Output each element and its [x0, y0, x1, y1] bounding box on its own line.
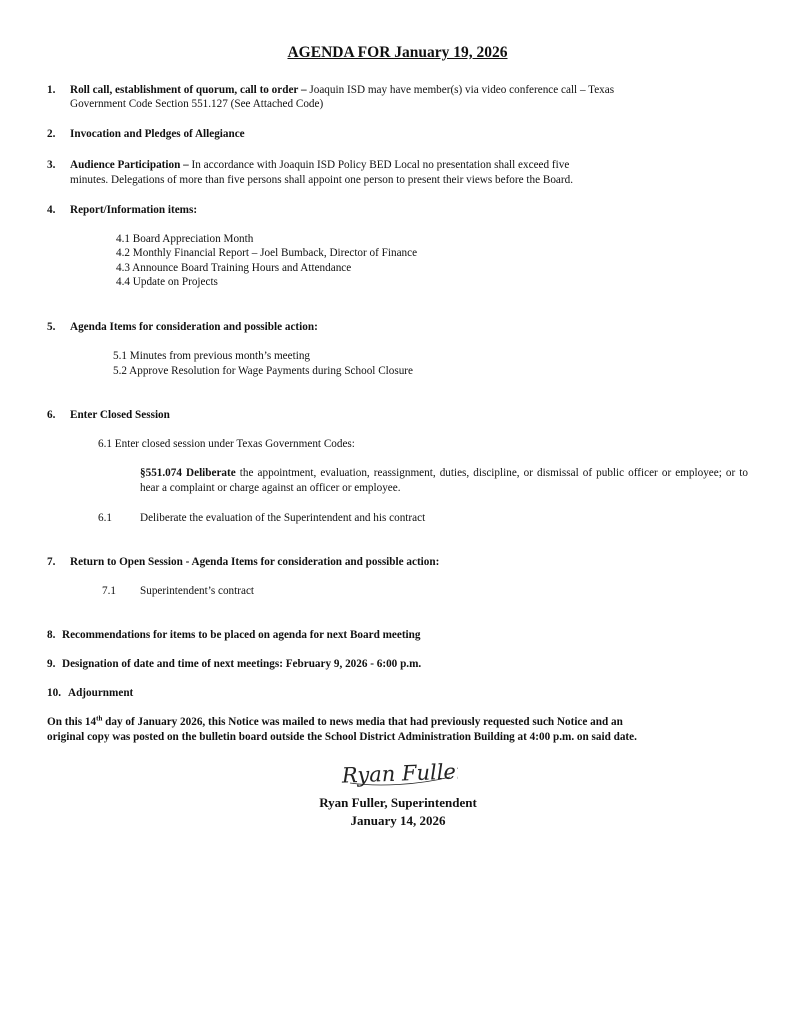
sub-item: Superintendent’s contract: [140, 585, 255, 597]
handwritten-signature: [338, 757, 458, 793]
item-text-line: Government Code Section 551.127 (See Attached Code): [70, 98, 324, 110]
item-text: Joaquin ISD may have member(s) via video conference call – Texas: [306, 84, 615, 96]
item-number: 5.: [47, 321, 56, 333]
signature-image: [338, 757, 458, 798]
item-number: 10.: [47, 687, 61, 699]
signatory-name: Ryan Fuller, Superintendent: [319, 795, 477, 810]
item-number: 1.: [47, 84, 56, 96]
agenda-title: AGENDA FOR January 19, 2026: [287, 44, 508, 61]
sub-item: 6.1 Enter closed session under Texas Government Codes:: [98, 438, 355, 450]
sub-item: 5.1 Minutes from previous month’s meeting: [113, 350, 311, 362]
agenda-item-1: [70, 83, 614, 98]
sub-item: 4.3 Announce Board Training Hours and Attendance: [116, 262, 352, 274]
item-text-line: minutes. Delegations of more than five persons shall appoint one person to present their views before the Board.: [70, 174, 573, 186]
item-number: 7.: [47, 556, 56, 568]
agenda-item-9: Designation of date and time of next meetings: February 9, 2026 - 6:00 p.m.: [62, 658, 422, 670]
agenda-item-10: Adjournment: [68, 687, 134, 699]
agenda-item-6: Enter Closed Session: [70, 409, 170, 421]
item-number: 9.: [47, 658, 56, 670]
sub-item-number: 6.1: [98, 512, 112, 524]
sub-item: 5.2 Approve Resolution for Wage Payments during School Closure: [113, 365, 413, 377]
signature-script: Ryan Fuller: [341, 759, 458, 788]
statute-paragraph: [140, 466, 748, 495]
notice-line-1: On this 14th day of January 2026, this Notice was mailed to news media that had previously requested such Notice and an: [47, 714, 623, 728]
signature-date: January 14, 2026: [350, 813, 446, 828]
agenda-item-2: Invocation and Pledges of Allegiance: [70, 128, 245, 140]
sub-item: 4.2 Monthly Financial Report – Joel Bumback, Director of Finance: [116, 247, 418, 259]
sub-item-number: 7.1: [102, 585, 116, 597]
item-number: 3.: [47, 159, 56, 171]
sub-item: 4.4 Update on Projects: [116, 276, 218, 288]
item-heading: Roll call, establishment of quorum, call to order –: [70, 84, 307, 96]
sub-item: Deliberate the evaluation of the Superintendent and his contract: [140, 512, 426, 524]
statute-reference: §551.074 Deliberate: [140, 467, 236, 479]
agenda-item-7: Return to Open Session - Agenda Items for consideration and possible action:: [70, 556, 440, 568]
agenda-item-5: Agenda Items for consideration and possible action:: [70, 321, 318, 333]
agenda-item-4: Report/Information items:: [70, 204, 198, 216]
item-heading: Audience Participation –: [70, 159, 189, 171]
agenda-item-3: [70, 158, 569, 173]
agenda-item-8: Recommendations for items to be placed on agenda for next Board meeting: [62, 629, 421, 641]
sub-item: 4.1 Board Appreciation Month: [116, 233, 254, 245]
item-number: 8.: [47, 629, 56, 641]
item-text: In accordance with Joaquin ISD Policy BED Local no presentation shall exceed five: [188, 159, 570, 171]
item-number: 2.: [47, 128, 56, 140]
notice-line-2: original copy was posted on the bulletin board outside the School District Administration Building at 4:00 p.m. on said date.: [47, 731, 637, 743]
item-number: 4.: [47, 204, 56, 216]
item-number: 6.: [47, 409, 56, 421]
statute-text: the appointment, evaluation, reassignment, duties, discipline, or dismissal of public officer or employee; or to hear a complaint or charge against an officer or employee.: [140, 467, 748, 494]
